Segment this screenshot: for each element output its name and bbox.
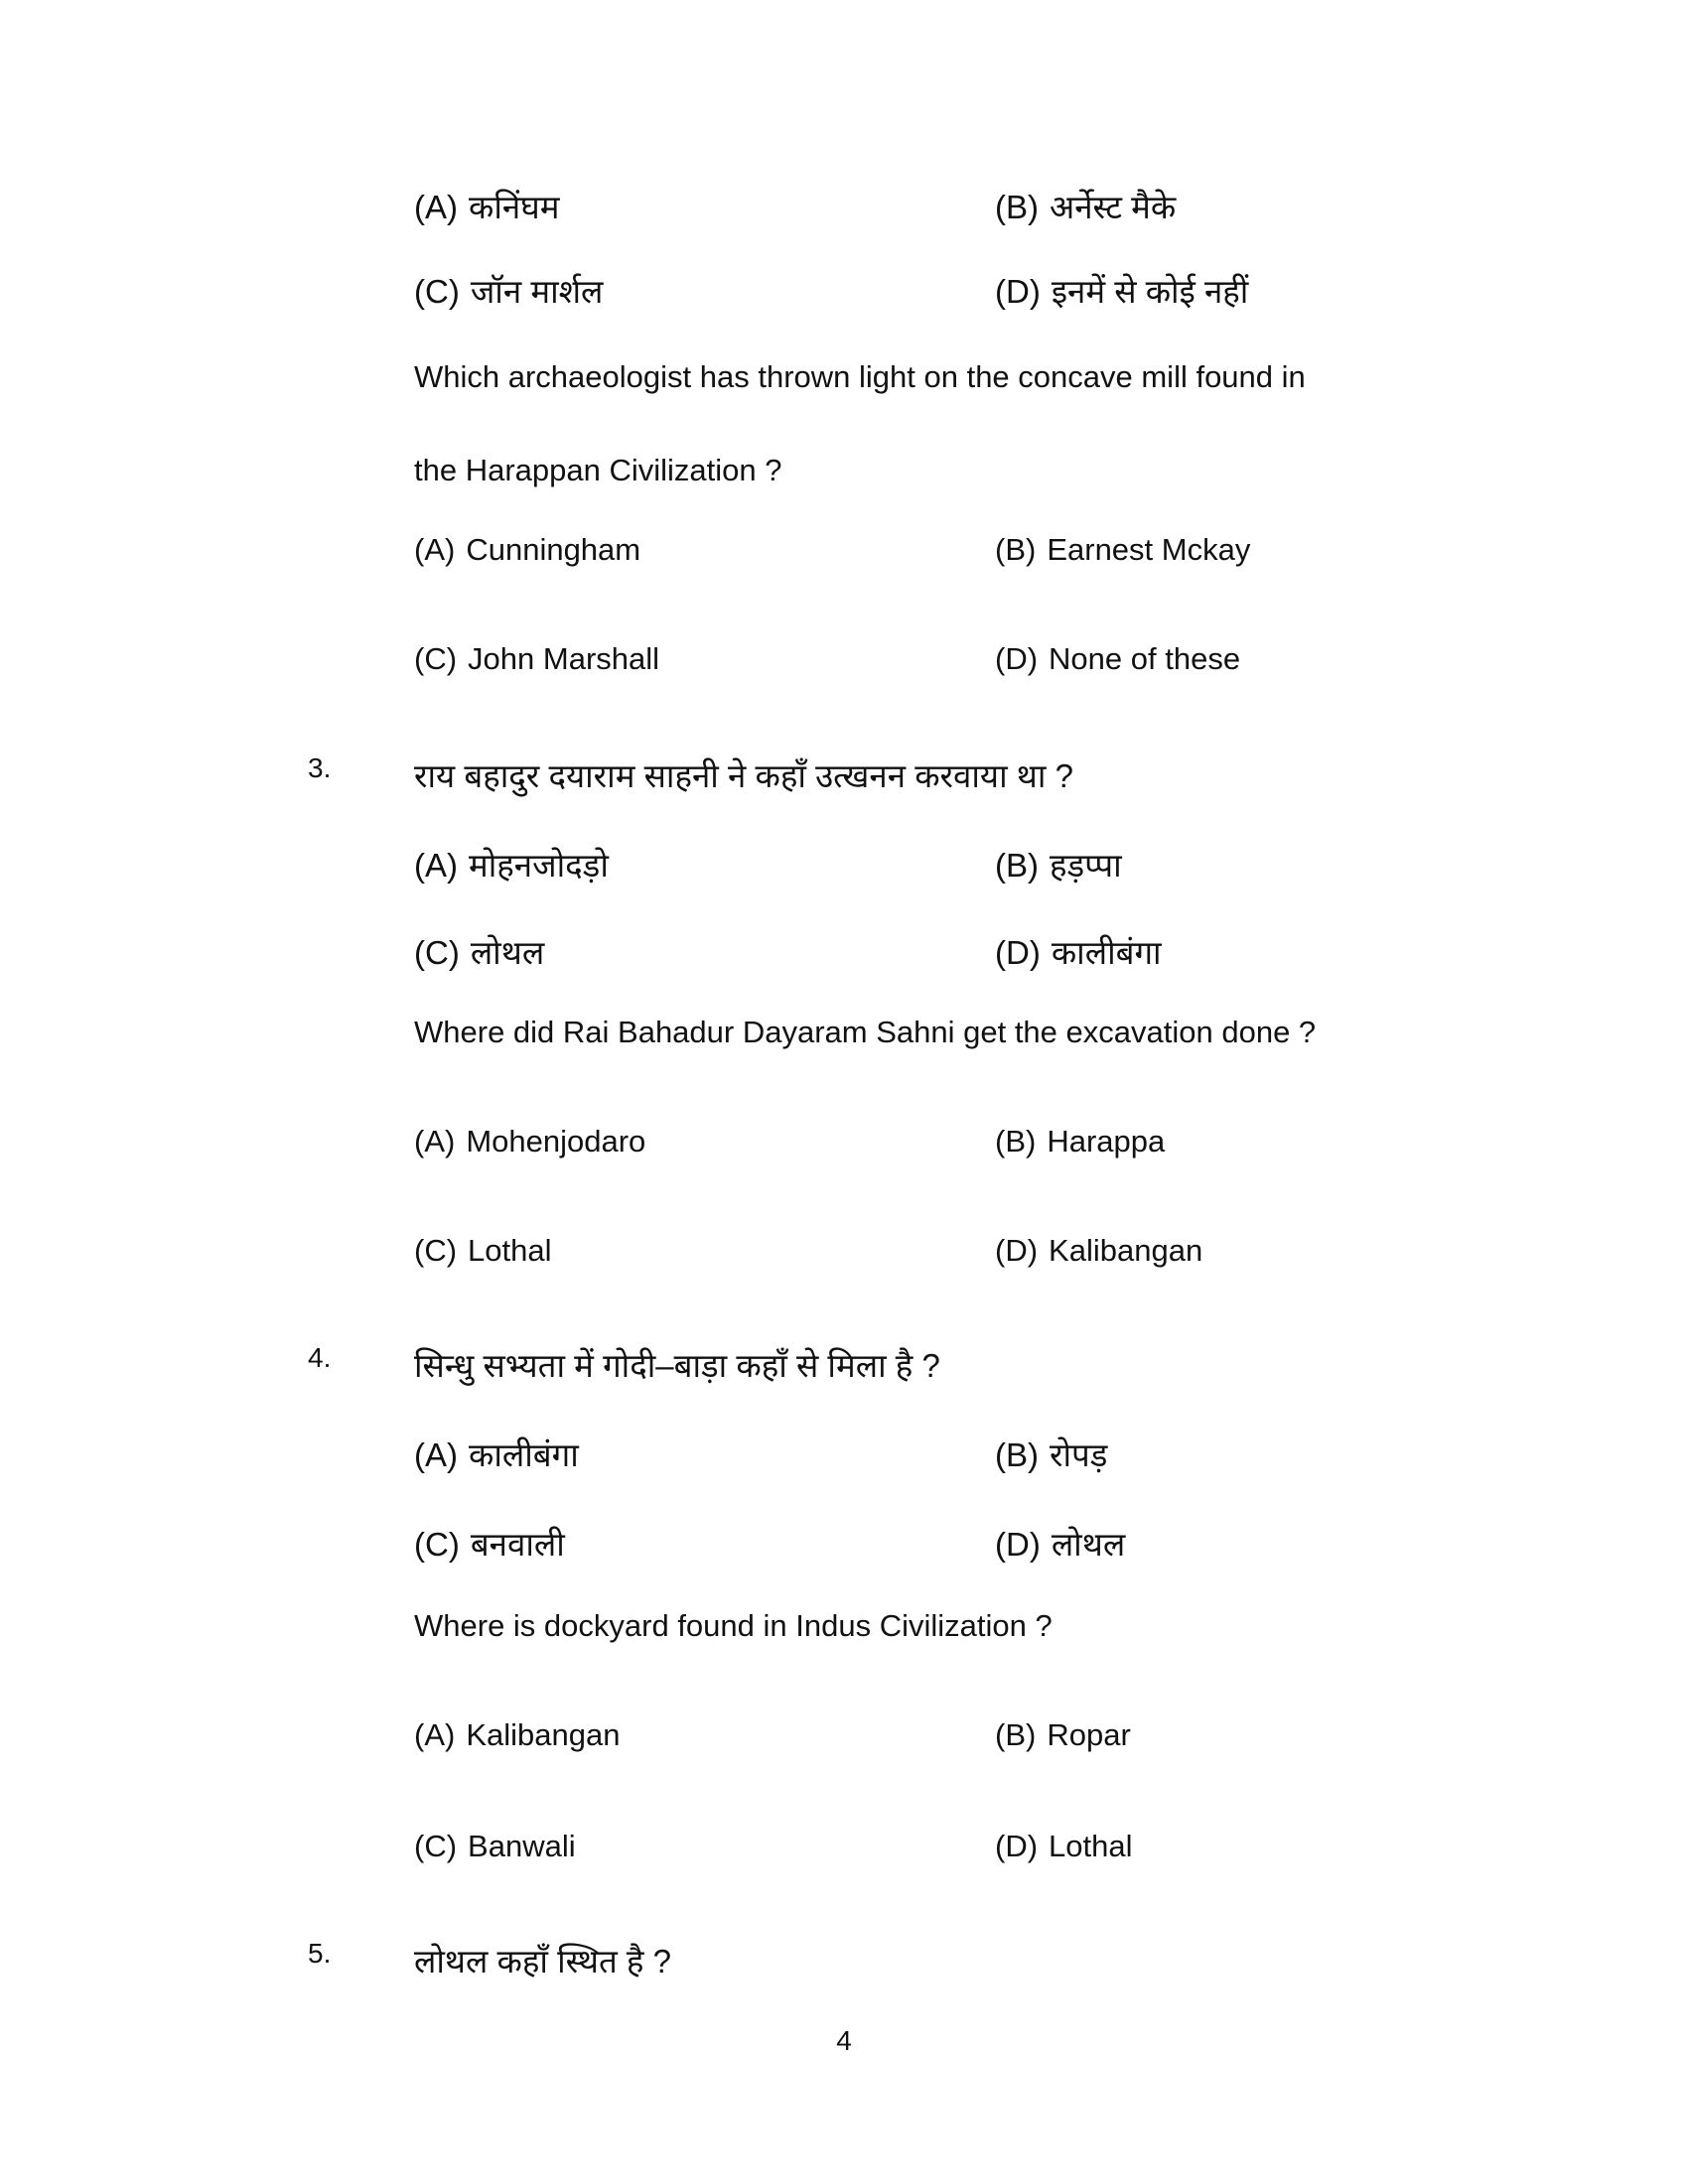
option-text: अर्नेस्ट मैके [1050,189,1177,225]
q4-option-b-english [995,1717,1131,1753]
q2-option-d-english [995,641,1240,677]
q4-hindi-question-row [0,1342,1688,1390]
q3-english-question-row [0,1015,1688,1062]
option-text: कालीबंगा [1051,934,1162,971]
q4-english-options-row-2 [0,1829,1688,1876]
q4-option-b-hindi [995,1432,1107,1476]
q2-option-c-hindi [414,268,603,313]
q4-option-c-english [414,1829,576,1864]
option-text: Kalibangan [466,1717,621,1752]
question-text: Where did Rai Bahadur Dayaram Sahni get the excavation done ? [414,1015,1317,1049]
option-label: (D) [995,273,1041,310]
q4-hindi-options-row-2 [0,1521,1688,1569]
q4-english-question-row [0,1608,1688,1656]
q3-hindi-question-row [0,752,1688,800]
option-label: (B) [995,532,1037,567]
option-label: (A) [414,847,458,884]
q3-option-c-english [414,1233,552,1269]
option-text: Banwali [468,1829,576,1863]
option-text: Kalibangan [1049,1233,1203,1268]
option-label: (C) [414,1829,458,1863]
option-text: कनिंघम [469,189,560,225]
option-text: लोथल [1051,1526,1126,1563]
option-text: Cunningham [466,532,641,567]
option-label: (C) [414,1233,458,1268]
q3-option-b-hindi [995,842,1122,887]
question-text: Where is dockyard found in Indus Civilization ? [414,1608,1053,1643]
option-label: (D) [995,1526,1041,1563]
q2-english-question-line-2 [0,453,1688,500]
option-label: (D) [995,1233,1039,1268]
q3-hindi-options-row-1 [0,842,1688,889]
option-text: Lothal [1049,1829,1133,1863]
q2-option-b-english [995,532,1250,568]
option-text: जॉन मार्शल [470,273,604,310]
q2-option-d-hindi [995,268,1248,313]
q4-option-d-hindi [995,1521,1125,1566]
q4-option-a-hindi [414,1432,579,1476]
q3-english-options-row-2 [0,1233,1688,1281]
option-text: Lothal [468,1233,552,1268]
option-text: Harappa [1047,1124,1166,1159]
option-text: Mohenjodaro [466,1124,646,1159]
option-label: (B) [995,189,1039,225]
option-text: कालीबंगा [469,1436,579,1473]
q2-option-a-english [414,532,640,568]
option-label: (C) [414,641,458,676]
option-text: लोथल [470,934,545,971]
question-number: 3. [308,752,332,783]
option-text: John Marshall [468,641,660,676]
option-label: (A) [414,1436,458,1473]
q3-option-a-hindi [414,842,609,887]
q3-option-d-english [995,1233,1202,1269]
question-text: the Harappan Civilization ? [414,453,782,487]
option-text: Earnest Mckay [1047,532,1251,567]
option-label: (B) [995,1717,1037,1752]
q3-option-c-hindi [414,929,544,974]
option-text: Ropar [1047,1717,1131,1752]
q3-hindi-options-row-2 [0,929,1688,977]
option-label: (C) [414,273,460,310]
question-text: Which archaeologist has thrown light on the concave mill found in [414,359,1306,394]
q2-english-options-row-2 [0,641,1688,689]
option-label: (D) [995,934,1041,971]
option-text: None of these [1049,641,1241,676]
q2-option-b-hindi [995,184,1176,228]
option-label: (B) [995,847,1039,884]
question-text: राय बहादुर दयाराम साहनी ने कहाँ उत्खनन करवाया था ? [414,757,1073,794]
q5-hindi-question-row [0,1938,1688,1985]
q2-option-c-english [414,641,659,677]
q4-option-a-english [414,1717,620,1753]
option-label: (A) [414,189,458,225]
page-number: 4 [836,2025,852,2056]
q4-option-d-english [995,1829,1133,1864]
q3-english-options-row-1 [0,1124,1688,1171]
option-label: (A) [414,532,456,567]
option-text: बनवाली [470,1526,565,1563]
q2-english-options-row-1 [0,532,1688,580]
q3-option-d-hindi [995,929,1162,974]
q4-option-c-hindi [414,1521,565,1566]
q2-option-a-hindi [414,184,559,228]
option-label: (D) [995,1829,1039,1863]
option-text: इनमें से कोई नहीं [1051,273,1249,310]
q4-english-options-row-1 [0,1717,1688,1765]
option-label: (C) [414,1526,460,1563]
option-label: (A) [414,1717,456,1752]
question-text: सिन्धु सभ्यता में गोदी–बाड़ा कहाँ से मिला है ? [414,1347,940,1384]
option-text: रोपड़ [1050,1436,1108,1473]
option-text: मोहनजोदड़ो [469,847,609,884]
q2-hindi-options-row-1 [0,184,1688,231]
option-text: हड़प्पा [1050,847,1122,884]
option-label: (C) [414,934,460,971]
option-label: (B) [995,1124,1037,1159]
option-label: (B) [995,1436,1039,1473]
q2-english-question-line-1 [0,359,1688,407]
option-label: (D) [995,641,1039,676]
q3-option-b-english [995,1124,1165,1160]
option-label: (A) [414,1124,456,1159]
q3-option-a-english [414,1124,645,1160]
question-number: 5. [308,1938,332,1969]
question-number: 4. [308,1342,332,1373]
q2-hindi-options-row-2 [0,268,1688,316]
q4-hindi-options-row-1 [0,1432,1688,1479]
question-text: लोथल कहाँ स्थित है ? [414,1943,671,1979]
